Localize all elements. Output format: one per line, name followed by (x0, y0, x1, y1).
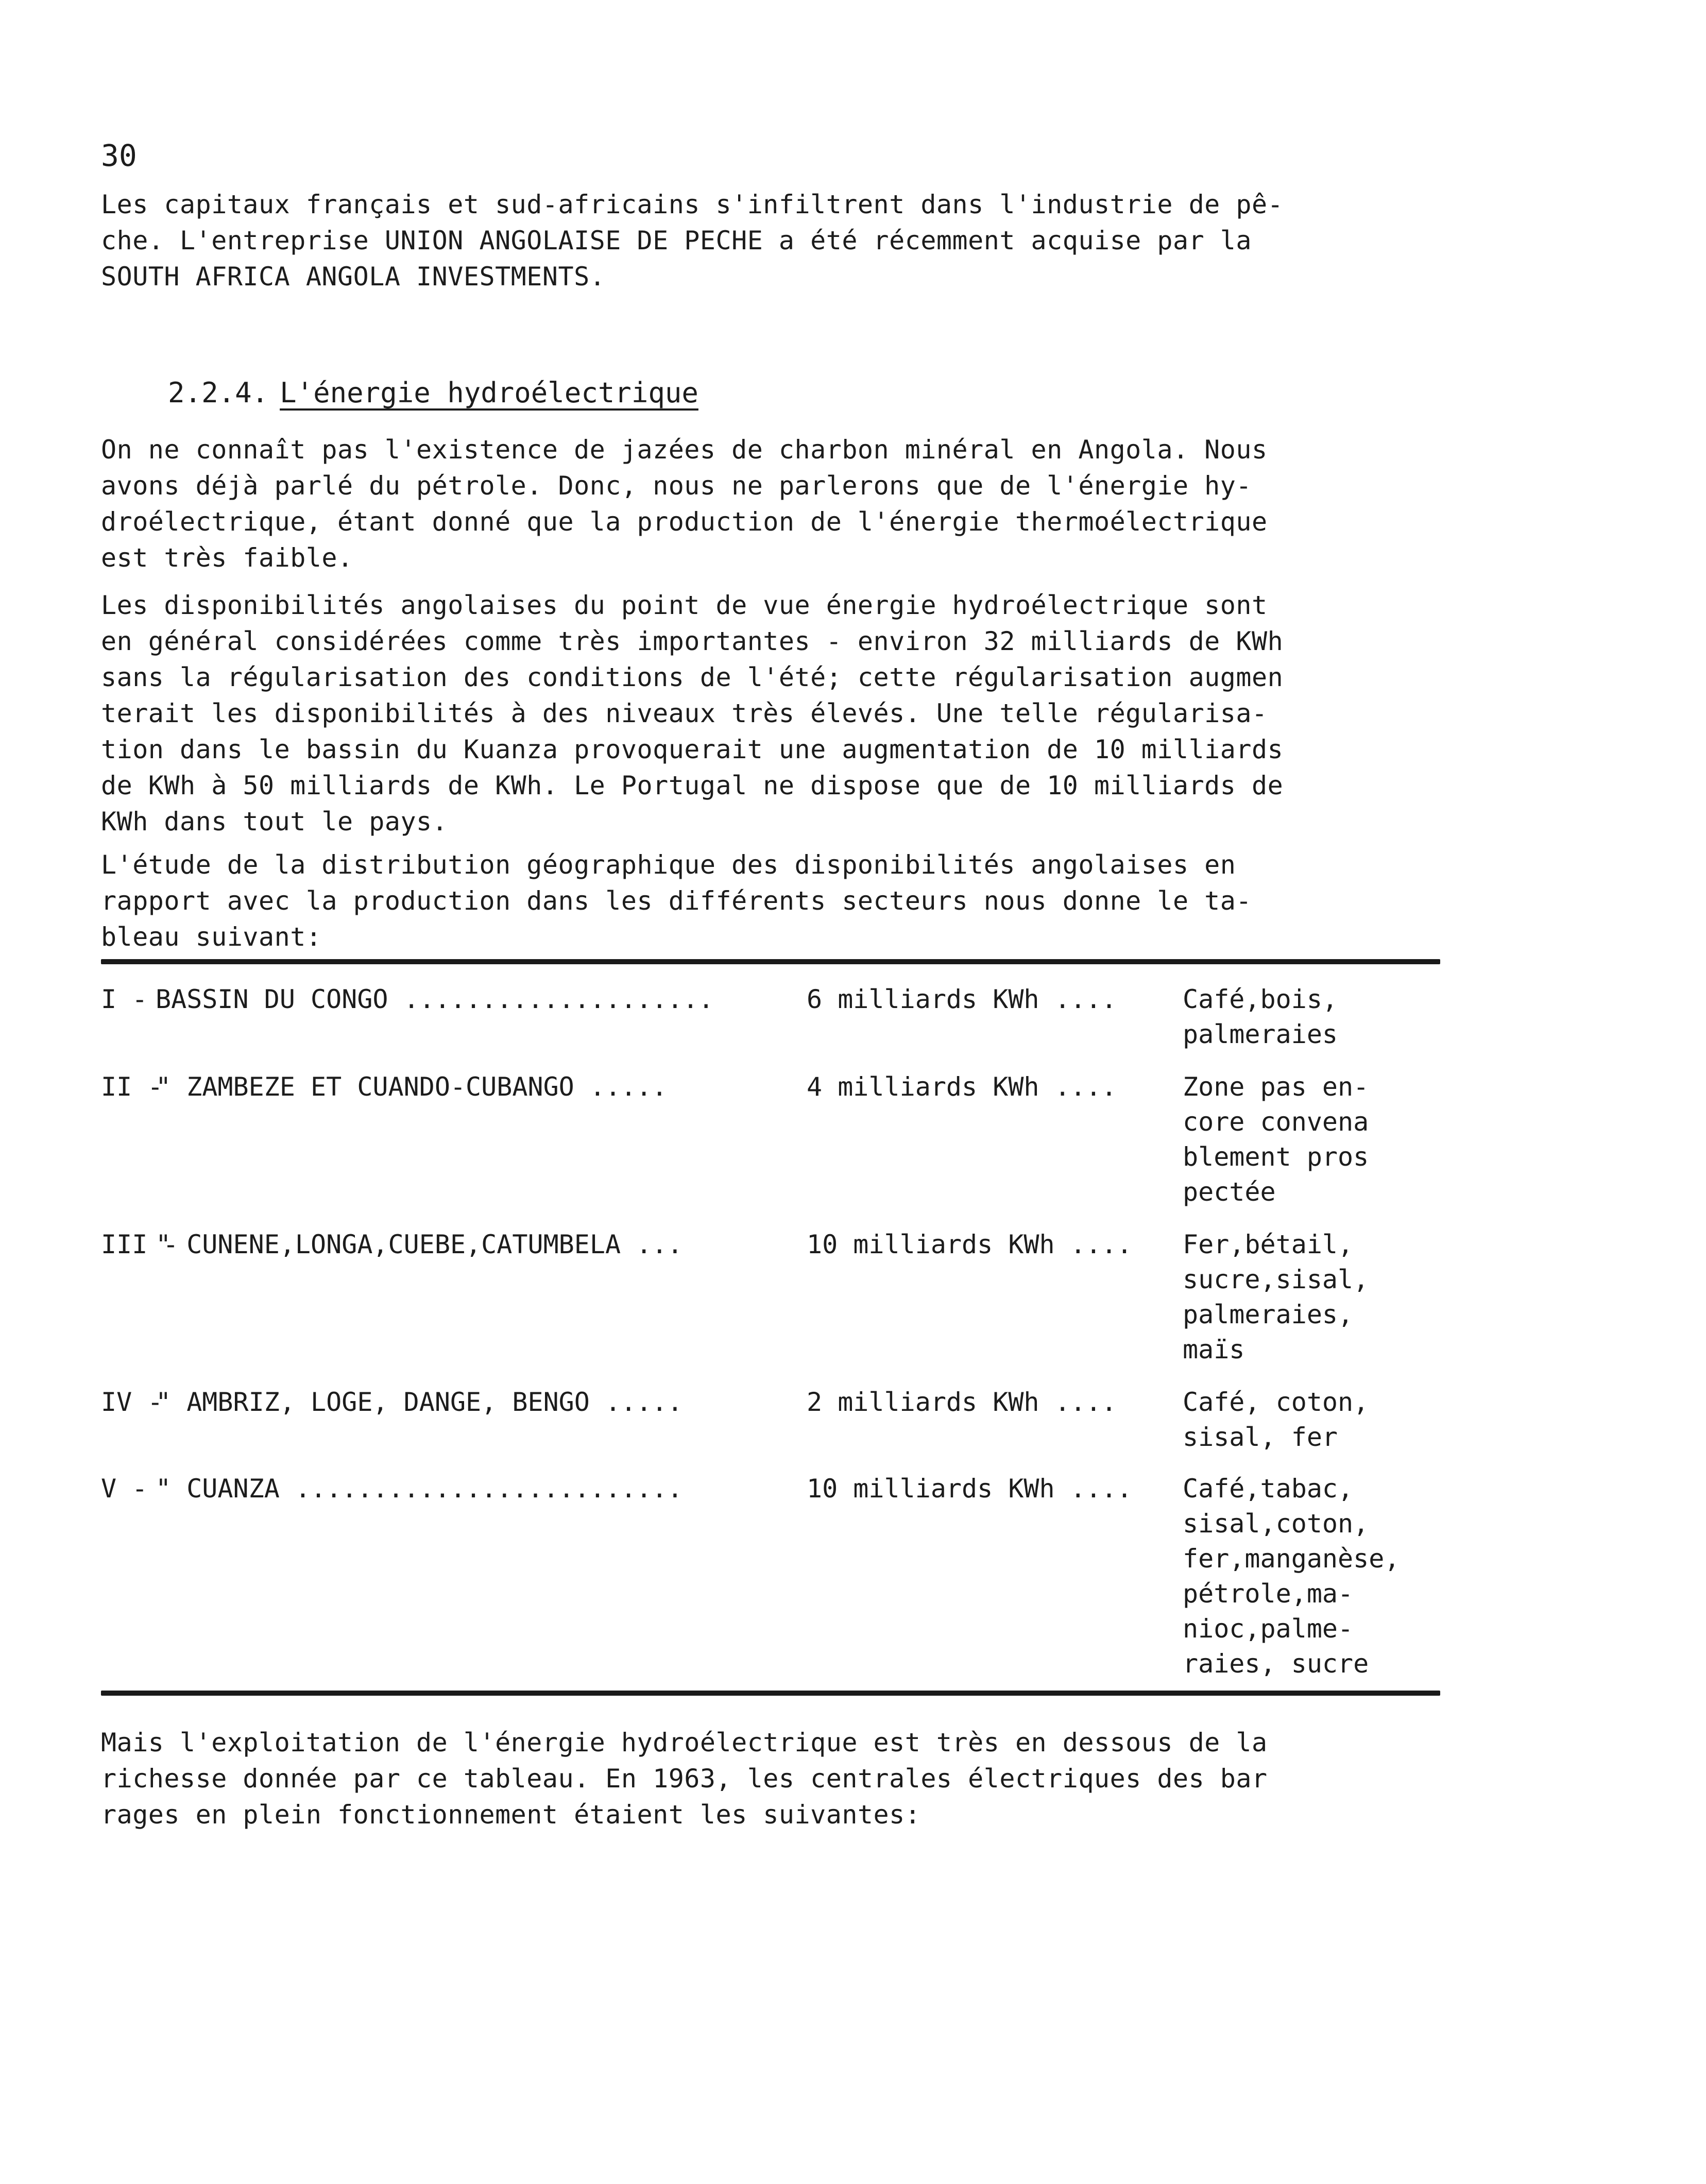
paragraph-3 (101, 847, 1409, 955)
paragraph-4 (101, 1725, 1409, 1833)
energy-value: 6 milliards KWh .... (807, 984, 1117, 1014)
row-number: I - (101, 984, 148, 1014)
product-line: nioc,palme- (1183, 1614, 1354, 1644)
basin-name: " AMBRIZ, LOGE, DANGE, BENGO ..... (156, 1387, 683, 1417)
text-line: KWh dans tout le pays. (101, 807, 448, 837)
product-line: Fer,bétail, (1183, 1230, 1354, 1259)
product-line: fer,manganèse, (1183, 1544, 1400, 1574)
text-line: SOUTH AFRICA ANGOLA INVESTMENTS. (101, 262, 606, 292)
text-line: de KWh à 50 milliards de KWh. Le Portugal ne dispose que de 10 milliards de (101, 771, 1284, 800)
product-line: blement pros (1183, 1142, 1369, 1172)
text-line: L'étude de la distribution géographique des disponibilités angolaises en (101, 850, 1236, 880)
text-line: tion dans le bassin du Kuanza provoquerait une augmentation de 10 milliards (101, 735, 1284, 764)
text-line: che. L'entreprise UNION ANGOLAISE DE PECHE a été récemment acquise par la (101, 226, 1252, 255)
text-line: Mais l'exploitation de l'énergie hydroélectrique est très en dessous de la (101, 1728, 1268, 1758)
row-number: II - (101, 1072, 163, 1102)
product-line: raies, sucre (1183, 1649, 1369, 1679)
product-line: Café,tabac, (1183, 1474, 1354, 1504)
section-number: 2.2.4. (168, 377, 269, 409)
product-line: core convena (1183, 1107, 1369, 1137)
product-line: pétrole,ma- (1183, 1579, 1354, 1609)
products-cell (1183, 1385, 1451, 1455)
paragraph-1 (101, 432, 1409, 576)
energy-value: 4 milliards KWh .... (807, 1072, 1117, 1102)
table-top-rule (101, 959, 1440, 964)
text-line: avons déjà parlé du pétrole. Donc, nous ne parlerons que de l'énergie hy- (101, 471, 1252, 501)
table-bottom-rule (101, 1691, 1440, 1696)
text-line: bleau suivant: (101, 922, 322, 952)
text-line: rages en plein fonctionnement étaient les suivantes: (101, 1800, 921, 1830)
energy-value: 10 milliards KWh .... (807, 1474, 1133, 1504)
row-number: IV - (101, 1387, 163, 1417)
products-cell (1183, 982, 1451, 1052)
product-line: pectée (1183, 1177, 1276, 1207)
paragraph-2 (101, 587, 1409, 840)
product-line: sisal,coton, (1183, 1509, 1369, 1539)
basin-name: BASSIN DU CONGO .................... (156, 984, 714, 1014)
intro-paragraph (101, 186, 1409, 295)
products-cell (1183, 1227, 1451, 1367)
text-line: Les disponibilités angolaises du point de vue énergie hydroélectrique sont (101, 590, 1268, 620)
basin-name: " ZAMBEZE ET CUANDO-CUBANGO ..... (156, 1072, 668, 1102)
text-line: en général considérées comme très importantes - environ 32 milliards de KWh (101, 626, 1284, 656)
text-line: est très faible. (101, 543, 353, 573)
product-line: sucre,sisal, (1183, 1265, 1369, 1294)
product-line: Café,bois, (1183, 984, 1338, 1014)
product-line: Zone pas en- (1183, 1072, 1369, 1102)
page-number: 30 (101, 138, 137, 173)
product-line: palmeraies (1183, 1019, 1338, 1049)
row-number: V - (101, 1474, 148, 1504)
text-line: droélectrique, étant donné que la production de l'énergie thermoélectrique (101, 507, 1268, 537)
row-number: III - (101, 1230, 179, 1259)
text-line: rapport avec la production dans les différents secteurs nous donne le ta- (101, 886, 1252, 916)
energy-value: 2 milliards KWh .... (807, 1387, 1117, 1417)
product-line: Café, coton, (1183, 1387, 1369, 1417)
basin-name: " CUANZA ......................... (156, 1474, 683, 1504)
text-line: terait les disponibilités à des niveaux très élevés. Une telle régularisa- (101, 698, 1268, 728)
basin-name: " CUNENE,LONGA,CUEBE,CATUMBELA ... (156, 1230, 683, 1259)
product-line: maïs (1183, 1335, 1245, 1364)
section-title: L'énergie hydroélectrique (280, 377, 698, 409)
text-line: Les capitaux français et sud-africains s'infiltrent dans l'industrie de pê- (101, 190, 1284, 219)
text-line: sans la régularisation des conditions de l'été; cette régularisation augmen (101, 662, 1284, 692)
products-cell (1183, 1471, 1451, 1681)
product-line: palmeraies, (1183, 1300, 1354, 1329)
products-cell (1183, 1069, 1451, 1209)
product-line: sisal, fer (1183, 1422, 1338, 1452)
section-heading (101, 344, 698, 441)
text-line: richesse donnée par ce tableau. En 1963, les centrales électriques des bar (101, 1764, 1268, 1794)
text-line: On ne connaît pas l'existence de jazées de charbon minéral en Angola. Nous (101, 435, 1268, 465)
energy-value: 10 milliards KWh .... (807, 1230, 1133, 1259)
